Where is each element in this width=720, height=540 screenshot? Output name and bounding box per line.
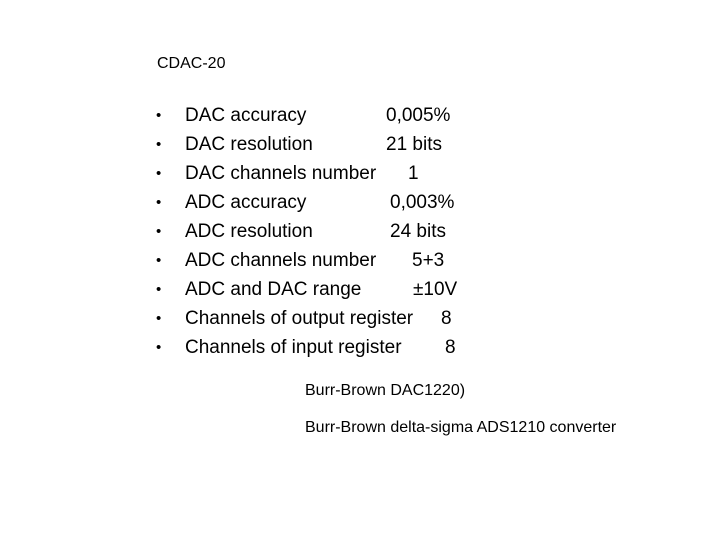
bullet-icon: •: [156, 194, 162, 211]
dac-chip-note: Burr-Brown DAC1220): [305, 382, 466, 399]
bullet-icon: •: [156, 339, 162, 356]
adc-chip-note: Burr-Brown delta-sigma ADS1210 converter: [305, 419, 617, 436]
bullet-icon: •: [156, 310, 162, 327]
bullet-icon: •: [156, 252, 162, 269]
spec-label: ADC and DAC range: [185, 279, 362, 300]
spec-label: DAC resolution: [185, 134, 313, 155]
spec-value: 24 bits: [390, 221, 446, 242]
spec-value: 0,005%: [386, 105, 451, 126]
bullet-icon: •: [156, 281, 162, 298]
spec-label: DAC channels number: [185, 163, 377, 184]
bullet-icon: •: [156, 136, 162, 153]
spec-value: 1: [408, 163, 419, 184]
spec-value: 5+3: [412, 250, 445, 271]
spec-label: ADC channels number: [185, 250, 377, 271]
spec-label: ADC resolution: [185, 221, 313, 242]
spec-value: 8: [441, 308, 452, 329]
spec-value: ±10V: [413, 279, 458, 300]
spec-label: Channels of output register: [185, 308, 414, 329]
bullet-icon: •: [156, 223, 162, 240]
slide-title: CDAC-20: [157, 55, 226, 72]
spec-label: Channels of input register: [185, 337, 402, 358]
spec-value: 8: [445, 337, 456, 358]
bullet-icon: •: [156, 165, 162, 182]
spec-label: ADC accuracy: [185, 192, 307, 213]
spec-label: DAC accuracy: [185, 105, 307, 126]
spec-value: 21 bits: [386, 134, 442, 155]
bullet-icon: •: [156, 107, 162, 124]
spec-value: 0,003%: [390, 192, 455, 213]
